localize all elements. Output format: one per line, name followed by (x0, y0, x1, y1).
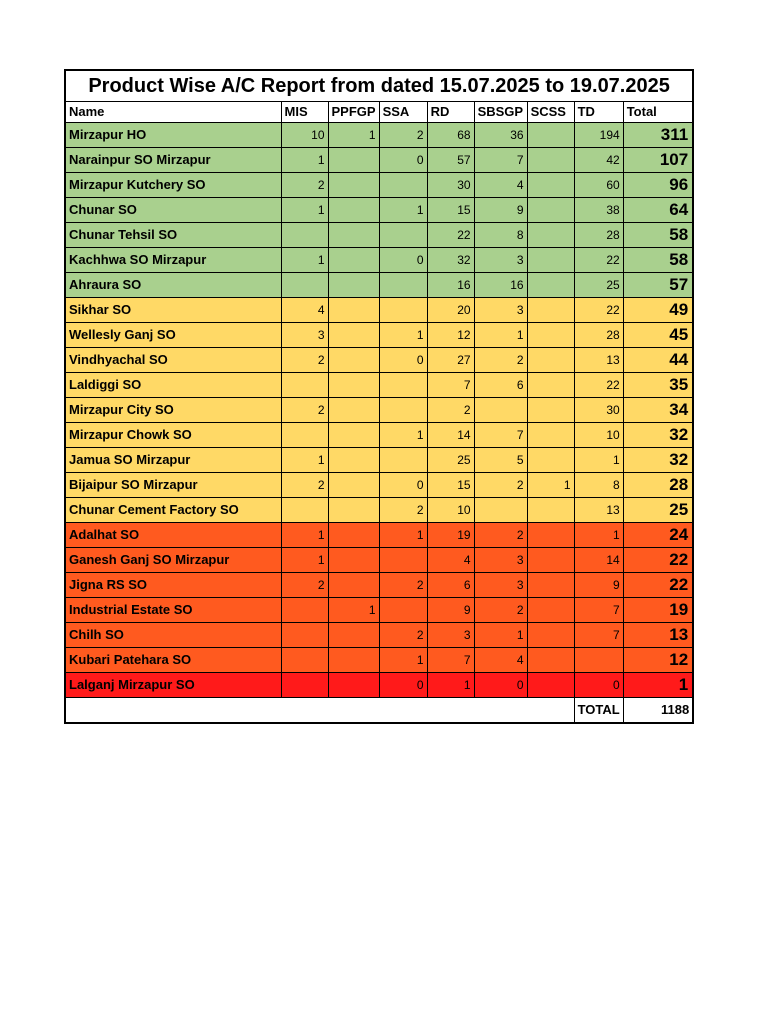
row-total-cell: 58 (623, 223, 693, 248)
ppfgp-cell (328, 273, 379, 298)
col-header-mis: MIS (281, 102, 328, 123)
ppfgp-cell (328, 198, 379, 223)
scss-cell (527, 573, 574, 598)
ssa-cell: 1 (379, 648, 427, 673)
mis-cell: 1 (281, 148, 328, 173)
ssa-cell: 0 (379, 473, 427, 498)
ssa-cell (379, 598, 427, 623)
td-cell: 60 (574, 173, 623, 198)
mis-cell: 3 (281, 323, 328, 348)
scss-cell (527, 548, 574, 573)
row-total-cell: 24 (623, 523, 693, 548)
row-total-cell: 96 (623, 173, 693, 198)
rd-cell: 3 (427, 623, 474, 648)
col-header-ssa: SSA (379, 102, 427, 123)
office-name-cell: Mirzapur HO (65, 123, 281, 148)
td-cell: 22 (574, 248, 623, 273)
table-row (65, 173, 693, 198)
sbsgp-cell: 3 (474, 548, 527, 573)
sbsgp-cell: 1 (474, 623, 527, 648)
office-name-cell: Sikhar SO (65, 298, 281, 323)
row-total-cell: 45 (623, 323, 693, 348)
td-cell: 7 (574, 623, 623, 648)
sbsgp-cell: 3 (474, 298, 527, 323)
ssa-cell: 1 (379, 323, 427, 348)
table-row (65, 123, 693, 148)
rd-cell: 2 (427, 398, 474, 423)
mis-cell: 1 (281, 448, 328, 473)
scss-cell (527, 273, 574, 298)
scss-cell (527, 498, 574, 523)
table-row (65, 273, 693, 298)
sbsgp-cell: 16 (474, 273, 527, 298)
table-row (65, 573, 693, 598)
rd-cell: 27 (427, 348, 474, 373)
sbsgp-cell: 0 (474, 673, 527, 698)
row-total-cell: 311 (623, 123, 693, 148)
td-cell: 13 (574, 348, 623, 373)
ssa-cell (379, 173, 427, 198)
header-row (65, 102, 693, 123)
office-name-cell: Chilh SO (65, 623, 281, 648)
ssa-cell (379, 448, 427, 473)
td-cell: 22 (574, 373, 623, 398)
row-total-cell: 44 (623, 348, 693, 373)
table-row (65, 623, 693, 648)
row-total-cell: 32 (623, 448, 693, 473)
mis-cell: 2 (281, 398, 328, 423)
col-header-scss: SCSS (527, 102, 574, 123)
scss-cell (527, 673, 574, 698)
sbsgp-cell: 1 (474, 323, 527, 348)
scss-cell (527, 448, 574, 473)
office-name-cell: Ganesh Ganj SO Mirzapur (65, 548, 281, 573)
scss-cell (527, 173, 574, 198)
scss-cell (527, 323, 574, 348)
row-total-cell: 34 (623, 398, 693, 423)
mis-cell (281, 373, 328, 398)
mis-cell: 2 (281, 348, 328, 373)
rd-cell: 19 (427, 523, 474, 548)
ssa-cell (379, 548, 427, 573)
row-total-cell: 58 (623, 248, 693, 273)
office-name-cell: Lalganj Mirzapur SO (65, 673, 281, 698)
td-cell: 38 (574, 198, 623, 223)
ppfgp-cell (328, 548, 379, 573)
table-row (65, 323, 693, 348)
row-total-cell: 13 (623, 623, 693, 648)
mis-cell (281, 423, 328, 448)
sbsgp-cell: 7 (474, 423, 527, 448)
total-row-spacer (65, 698, 574, 724)
col-header-sbsgp: SBSGP (474, 102, 527, 123)
mis-cell (281, 623, 328, 648)
table-row (65, 223, 693, 248)
td-cell: 0 (574, 673, 623, 698)
sbsgp-cell: 3 (474, 573, 527, 598)
sbsgp-cell: 4 (474, 173, 527, 198)
td-cell: 8 (574, 473, 623, 498)
sbsgp-cell: 9 (474, 198, 527, 223)
office-name-cell: Narainpur SO Mirzapur (65, 148, 281, 173)
ssa-cell: 0 (379, 148, 427, 173)
table-row (65, 148, 693, 173)
ssa-cell (379, 223, 427, 248)
col-header-name: Name (65, 102, 281, 123)
mis-cell (281, 673, 328, 698)
table-row (65, 198, 693, 223)
scss-cell (527, 648, 574, 673)
ppfgp-cell: 1 (328, 598, 379, 623)
office-name-cell: Bijaipur SO Mirzapur (65, 473, 281, 498)
ppfgp-cell (328, 573, 379, 598)
ssa-cell: 2 (379, 123, 427, 148)
rd-cell: 1 (427, 673, 474, 698)
ppfgp-cell (328, 373, 379, 398)
row-total-cell: 49 (623, 298, 693, 323)
col-header-ppfgp: PPFGP (328, 102, 379, 123)
office-name-cell: Chunar Cement Factory SO (65, 498, 281, 523)
office-name-cell: Wellesly Ganj SO (65, 323, 281, 348)
scss-cell (527, 298, 574, 323)
row-total-cell: 35 (623, 373, 693, 398)
ssa-cell: 1 (379, 198, 427, 223)
rd-cell: 16 (427, 273, 474, 298)
col-header-td: TD (574, 102, 623, 123)
sbsgp-cell: 8 (474, 223, 527, 248)
td-cell: 9 (574, 573, 623, 598)
row-total-cell: 19 (623, 598, 693, 623)
rd-cell: 25 (427, 448, 474, 473)
mis-cell (281, 223, 328, 248)
sbsgp-cell: 7 (474, 148, 527, 173)
office-name-cell: Jamua SO Mirzapur (65, 448, 281, 473)
rd-cell: 7 (427, 648, 474, 673)
rd-cell: 57 (427, 148, 474, 173)
office-name-cell: Chunar SO (65, 198, 281, 223)
table-row (65, 648, 693, 673)
ssa-cell: 2 (379, 623, 427, 648)
col-header-rd: RD (427, 102, 474, 123)
ssa-cell: 0 (379, 348, 427, 373)
office-name-cell: Adalhat SO (65, 523, 281, 548)
mis-cell: 2 (281, 573, 328, 598)
scss-cell (527, 123, 574, 148)
mis-cell (281, 273, 328, 298)
sbsgp-cell (474, 498, 527, 523)
ssa-cell: 0 (379, 248, 427, 273)
scss-cell (527, 348, 574, 373)
mis-cell: 1 (281, 523, 328, 548)
scss-cell (527, 398, 574, 423)
mis-cell: 10 (281, 123, 328, 148)
table-row (65, 498, 693, 523)
scss-cell (527, 598, 574, 623)
office-name-cell: Kachhwa SO Mirzapur (65, 248, 281, 273)
table-row (65, 348, 693, 373)
sbsgp-cell: 5 (474, 448, 527, 473)
ppfgp-cell (328, 298, 379, 323)
rd-cell: 15 (427, 198, 474, 223)
table-row (65, 523, 693, 548)
grand-total-value: 1188 (623, 698, 693, 724)
sbsgp-cell (474, 398, 527, 423)
td-cell: 13 (574, 498, 623, 523)
table-row (65, 248, 693, 273)
row-total-cell: 1 (623, 673, 693, 698)
office-name-cell: Mirzapur Kutchery SO (65, 173, 281, 198)
scss-cell: 1 (527, 473, 574, 498)
rd-cell: 14 (427, 423, 474, 448)
rd-cell: 4 (427, 548, 474, 573)
td-cell: 28 (574, 223, 623, 248)
rd-cell: 32 (427, 248, 474, 273)
ppfgp-cell (328, 623, 379, 648)
office-name-cell: Mirzapur Chowk SO (65, 423, 281, 448)
rd-cell: 9 (427, 598, 474, 623)
office-name-cell: Kubari Patehara SO (65, 648, 281, 673)
mis-cell (281, 648, 328, 673)
row-total-cell: 28 (623, 473, 693, 498)
ppfgp-cell: 1 (328, 123, 379, 148)
scss-cell (527, 523, 574, 548)
ppfgp-cell (328, 323, 379, 348)
row-total-cell: 25 (623, 498, 693, 523)
mis-cell: 4 (281, 298, 328, 323)
office-name-cell: Chunar Tehsil SO (65, 223, 281, 248)
td-cell: 1 (574, 523, 623, 548)
rd-cell: 10 (427, 498, 474, 523)
table-row (65, 598, 693, 623)
row-total-cell: 22 (623, 573, 693, 598)
rd-cell: 30 (427, 173, 474, 198)
td-cell: 194 (574, 123, 623, 148)
mis-cell: 1 (281, 198, 328, 223)
row-total-cell: 57 (623, 273, 693, 298)
td-cell: 1 (574, 448, 623, 473)
ssa-cell: 1 (379, 523, 427, 548)
rd-cell: 68 (427, 123, 474, 148)
ppfgp-cell (328, 423, 379, 448)
office-name-cell: Ahraura SO (65, 273, 281, 298)
ppfgp-cell (328, 673, 379, 698)
scss-cell (527, 223, 574, 248)
ppfgp-cell (328, 348, 379, 373)
td-cell: 25 (574, 273, 623, 298)
scss-cell (527, 148, 574, 173)
scss-cell (527, 423, 574, 448)
sbsgp-cell: 6 (474, 373, 527, 398)
td-cell: 22 (574, 298, 623, 323)
table-row (65, 423, 693, 448)
office-name-cell: Industrial Estate SO (65, 598, 281, 623)
rd-cell: 20 (427, 298, 474, 323)
table-row (65, 448, 693, 473)
ppfgp-cell (328, 398, 379, 423)
sbsgp-cell: 36 (474, 123, 527, 148)
table-row (65, 673, 693, 698)
mis-cell: 2 (281, 173, 328, 198)
office-name-cell: Vindhyachal SO (65, 348, 281, 373)
rd-cell: 7 (427, 373, 474, 398)
row-total-cell: 64 (623, 198, 693, 223)
rd-cell: 6 (427, 573, 474, 598)
ppfgp-cell (328, 448, 379, 473)
ppfgp-cell (328, 173, 379, 198)
row-total-cell: 12 (623, 648, 693, 673)
sbsgp-cell: 3 (474, 248, 527, 273)
ssa-cell: 0 (379, 673, 427, 698)
sbsgp-cell: 2 (474, 523, 527, 548)
ssa-cell: 2 (379, 573, 427, 598)
ppfgp-cell (328, 648, 379, 673)
table-row (65, 548, 693, 573)
col-header-total: Total (623, 102, 693, 123)
product-wise-report-table (64, 69, 694, 724)
rd-cell: 15 (427, 473, 474, 498)
scss-cell (527, 373, 574, 398)
ppfgp-cell (328, 223, 379, 248)
sbsgp-cell: 4 (474, 648, 527, 673)
sbsgp-cell: 2 (474, 348, 527, 373)
sbsgp-cell: 2 (474, 598, 527, 623)
row-total-cell: 107 (623, 148, 693, 173)
td-cell: 42 (574, 148, 623, 173)
td-cell: 30 (574, 398, 623, 423)
td-cell: 28 (574, 323, 623, 348)
mis-cell: 1 (281, 248, 328, 273)
td-cell: 7 (574, 598, 623, 623)
row-total-cell: 22 (623, 548, 693, 573)
mis-cell (281, 598, 328, 623)
office-name-cell: Jigna RS SO (65, 573, 281, 598)
total-label: TOTAL (574, 698, 623, 724)
rd-cell: 12 (427, 323, 474, 348)
ssa-cell (379, 273, 427, 298)
mis-cell: 1 (281, 548, 328, 573)
table-row (65, 373, 693, 398)
row-total-cell: 32 (623, 423, 693, 448)
table-row (65, 398, 693, 423)
mis-cell: 2 (281, 473, 328, 498)
ppfgp-cell (328, 498, 379, 523)
ppfgp-cell (328, 473, 379, 498)
table-row (65, 473, 693, 498)
report-title: Product Wise A/C Report from dated 15.07.2025 to 19.07.2025 (65, 70, 693, 102)
office-name-cell: Mirzapur City SO (65, 398, 281, 423)
ssa-cell: 1 (379, 423, 427, 448)
ssa-cell (379, 398, 427, 423)
td-cell: 10 (574, 423, 623, 448)
ppfgp-cell (328, 148, 379, 173)
ppfgp-cell (328, 248, 379, 273)
ssa-cell (379, 373, 427, 398)
ssa-cell (379, 298, 427, 323)
td-cell: 14 (574, 548, 623, 573)
sbsgp-cell: 2 (474, 473, 527, 498)
rd-cell: 22 (427, 223, 474, 248)
report-body (65, 123, 693, 698)
scss-cell (527, 248, 574, 273)
ssa-cell: 2 (379, 498, 427, 523)
td-cell (574, 648, 623, 673)
scss-cell (527, 623, 574, 648)
table-row (65, 298, 693, 323)
total-row (65, 698, 693, 724)
scss-cell (527, 198, 574, 223)
mis-cell (281, 498, 328, 523)
ppfgp-cell (328, 523, 379, 548)
office-name-cell: Laldiggi SO (65, 373, 281, 398)
